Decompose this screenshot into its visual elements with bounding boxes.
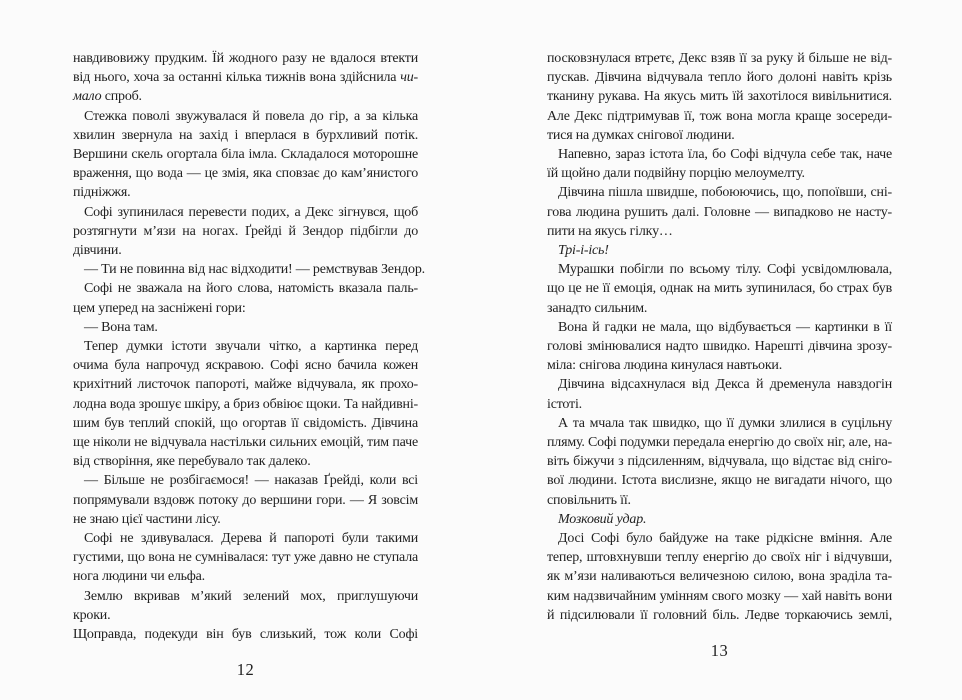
text-segment: голові змінювалися надто швидко. Нарешті дівчина зрозу- [547, 339, 892, 355]
text-line [73, 471, 418, 490]
text-segment: їй щойно дали подвійну порцію мелоумелту. [547, 166, 805, 182]
text-segment: чи- [400, 70, 418, 86]
text-segment: істоті. [547, 396, 582, 412]
text-segment: нога людини чи ельфа. [73, 569, 205, 585]
text-segment: що це не її емоція, однак на мить зупинилася, бо страх був [547, 281, 892, 297]
text-line [547, 203, 892, 222]
text-segment: густими, що вона не сумнівалася: тут уже давно не ступала [73, 550, 418, 566]
text-line [73, 260, 425, 279]
text-segment: підніжжя. [73, 185, 131, 201]
text-line [547, 222, 892, 241]
text-segment: тепер, штовхнувши теплу енергію до своїх ніг і відчувши, [547, 550, 892, 566]
text-segment: занадто сильним. [547, 300, 648, 316]
text-segment: спроб. [101, 89, 142, 105]
text-line [73, 567, 418, 586]
text-segment: Трі-і-ісь! [558, 243, 609, 259]
text-line [73, 548, 418, 567]
text-segment: Дівчина пішла швидше, побоюючись, що, попоївши, сні- [558, 185, 892, 201]
text-segment: мало [73, 89, 102, 105]
text-line [547, 375, 892, 394]
text-segment: сповільнить її. [547, 492, 631, 508]
text-segment: лодна вода зрошує шкіру, а бриз обвіює щоки. Та найдивні- [73, 396, 418, 412]
text-segment: попрямували вздовж потоку до вершини гори. — Я зовсім [73, 492, 418, 508]
text-segment: Але Декс підтримував її, тож вона могла краще зосереди- [547, 108, 892, 124]
text-line [547, 587, 892, 606]
text-line [547, 164, 892, 183]
text-line [73, 241, 418, 260]
text-segment: — Ти не повинна від нас відходити! — ремствував Зендор. [84, 262, 425, 278]
text-segment: віть біжучи з підсиленням, відчувала, що відстає від сніго- [547, 454, 892, 470]
text-segment: Софі не здивувалася. Дерева й папороті були такими [84, 531, 418, 547]
text-line [547, 299, 892, 318]
text-segment: навдивовижу прудким. Їй жодного разу не вдалося втекти [73, 51, 418, 66]
text-line [547, 548, 892, 567]
text-line [73, 164, 418, 183]
text-segment: шим був теплий спокій, що огортав її свідомість. Дівчина [73, 415, 418, 431]
text-segment: тися на думках снігової людини. [547, 127, 735, 143]
text-segment: Тепер думки істоти звучали чітко, а картинка перед [84, 339, 418, 355]
text-segment: тканину рукава. На якусь мить їй захотілося вивільнитися. [547, 89, 892, 105]
text-segment: й підсилювали її головний біль. Ледве торкаючись землі, [547, 607, 892, 623]
text-line [547, 87, 892, 106]
text-line [547, 606, 892, 625]
text-line [547, 126, 892, 145]
book-page-right [547, 49, 892, 661]
text-line [547, 510, 892, 529]
text-segment: пити на якусь гілку… [547, 223, 673, 239]
text-segment: Софі не зважала на його слова, натомість вказала паль- [84, 281, 418, 297]
text-line [73, 318, 418, 337]
text-segment: крихітний листочок папороті, майже відчувала, як прохо- [73, 377, 418, 393]
text-segment: Землю вкривав м’який зелений мох, приглушуючи кроки. [73, 588, 418, 623]
text-line [547, 107, 892, 126]
text-segment: Дівчина відсахнулася від Декса й дременула навздогін [558, 377, 892, 393]
page-number-left: 12 [236, 660, 255, 680]
text-segment: Мурашки побігли по всьому тілу. Софі усвідомлювала, [558, 262, 892, 278]
text-line [73, 356, 418, 375]
text-line [73, 433, 418, 452]
text-line [547, 567, 892, 586]
text-line [73, 145, 418, 164]
text-line [73, 49, 418, 68]
text-segment: Мозковий удар. [558, 511, 647, 527]
text-segment: розтягнути м’язи на ногах. Ґрейді й Зендор підбігли до [73, 223, 418, 239]
text-segment: А та мчала так швидко, що її думки злилися в суцільну [558, 415, 892, 431]
text-line [73, 587, 418, 625]
text-line [547, 183, 892, 202]
text-segment: як м’язи наливаються величезною силою, вона зраділа та- [547, 569, 892, 585]
text-segment: Щоправда, подекуди він був слизький, тож коли Софі [73, 627, 418, 643]
text-segment: міла: снігова людина кинулася навтьоки. [547, 358, 783, 374]
text-segment: Вона й гадки не мала, що відбувається — картинки в її [558, 319, 892, 335]
text-line [547, 529, 892, 548]
page-number-right: 13 [710, 641, 729, 661]
text-line [73, 414, 418, 433]
text-line [73, 126, 418, 145]
text-line [547, 356, 892, 375]
text-segment: від нього, хоча за останні кілька тижнів вона здійснила [73, 70, 401, 86]
text-segment: Вершини скель огортала біла імла. Складалося моторошне [73, 147, 418, 163]
text-segment: — Вона там. [84, 319, 158, 335]
text-line [73, 279, 418, 298]
text-segment: пляму. Софі подумки передала енергію до своїх ніг, але, на- [547, 435, 892, 451]
text-segment: Софі зупинилася перевести подих, а Декс зігнувся, щоб [84, 204, 418, 220]
book-page-left [73, 49, 425, 680]
text-segment: цем уперед на засніжені гори: [73, 300, 246, 316]
text-segment: від створіння, яке перебувало так далеко. [73, 454, 311, 470]
text-line [73, 395, 418, 414]
text-segment: вої людини. Істота вислизне, якщо не вигадати нічого, що [547, 473, 892, 489]
text-segment: Стежка поволі звужувалася й повела до гір, а за кілька [84, 108, 418, 124]
text-line [73, 222, 418, 241]
text-line [73, 107, 418, 126]
text-line [547, 318, 892, 337]
text-segment: не знаю цієї частини лісу. [73, 511, 221, 527]
text-line [73, 452, 418, 471]
text-line [73, 183, 418, 202]
text-line [73, 529, 418, 548]
text-segment: посковзнулася втретє, Декс взяв її за руку й більше не від- [547, 51, 892, 66]
text-segment: Напевно, зараз істота їла, бо Софі відчула себе так, наче [558, 147, 892, 163]
page-text-left [73, 49, 425, 644]
text-line [547, 241, 892, 260]
text-line [73, 337, 418, 356]
text-line [547, 433, 892, 452]
text-line [547, 260, 892, 279]
text-line [73, 68, 418, 87]
text-segment: ким надзвичайним умінням свого мозку — хай навіть вони [547, 588, 892, 604]
text-line [547, 395, 892, 414]
text-line [73, 299, 418, 318]
text-line [73, 375, 418, 394]
text-segment: хвилин звернула на захід і вперлася в бурхливий потік. [73, 127, 418, 143]
text-line [547, 337, 892, 356]
page-text-right [547, 49, 892, 625]
text-segment: очима була напрочуд яскравою. Софі ясно бачила кожен [73, 358, 418, 374]
text-line [73, 625, 418, 644]
text-line [547, 145, 892, 164]
text-segment: дівчини. [73, 243, 122, 259]
text-line [547, 68, 892, 87]
text-line [547, 491, 892, 510]
text-line [73, 203, 418, 222]
text-segment: гова людина рушить далі. Головне — випадково не насту- [547, 204, 892, 220]
text-line [73, 87, 418, 106]
text-line [547, 49, 892, 68]
text-line [547, 414, 892, 433]
text-line [73, 510, 418, 529]
text-line [547, 279, 892, 298]
text-segment: — Більше не розбігаємося! — наказав Ґрейді, коли всі [84, 473, 418, 489]
text-segment: ще ніколи не відчувала настільки сильних емоцій, тим паче [73, 435, 418, 451]
text-line [73, 491, 418, 510]
text-segment: враження, що вода — це змія, яка сповзає до кам’янистого [73, 166, 418, 182]
text-segment: Досі Софі було байдуже на таке рідкісне вміння. Але [558, 531, 892, 547]
text-line [547, 452, 892, 471]
text-segment: пускав. Дівчина відчувала тепло його долоні навіть крізь [547, 70, 892, 86]
text-line [547, 471, 892, 490]
